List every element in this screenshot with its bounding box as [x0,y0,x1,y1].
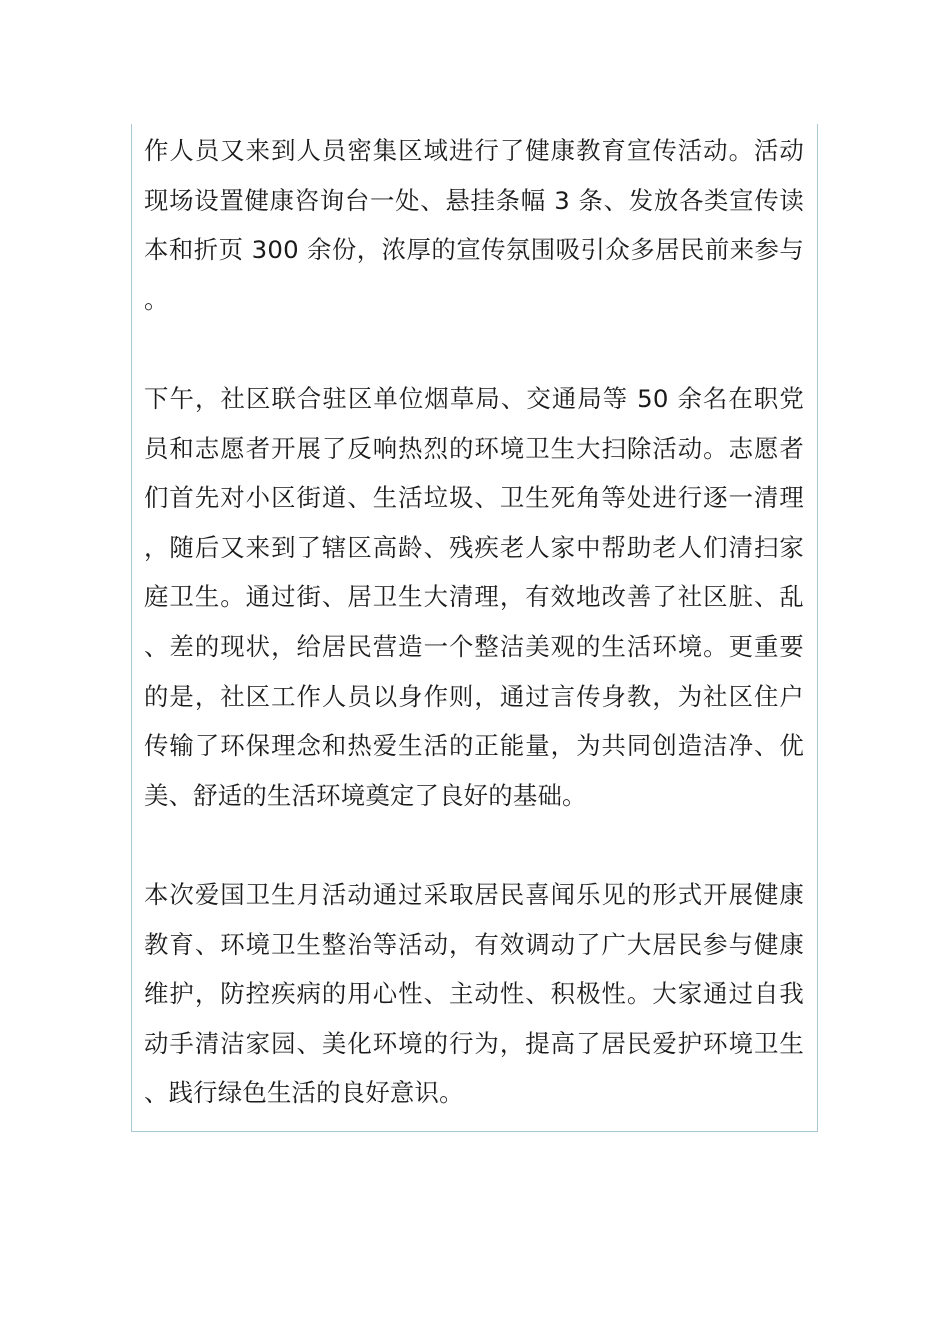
document-body [144,126,804,1118]
paragraph-health-education: 作人员又来到人员密集区域进行了健康教育宣传活动。活动现场设置健康咨询台一处、悬挂条幅 3 条、发放各类宣传读本和折页 300 余份，浓厚的宣传氛围吸引众多居民前来参与。 [144,136,804,314]
paragraph-summary: 本次爱国卫生月活动通过采取居民喜闻乐见的形式开展健康教育、环境卫生整治等活动，有效调动了广大居民参与健康维护，防控疾病的用心性、主动性、积极性。大家通过自我动手清洁家园、美化环境的行为，提高了居民爱护环境卫生、践行绿色生活的良好意识。 [144,879,804,1108]
paragraph-cleanup-activity: 下午，社区联合驻区单位烟草局、交通局等 50 余名在职党员和志愿者开展了反响热烈的环境卫生大扫除活动。志愿者们首先对小区街道、生活垃圾、卫生死角等处进行逐一清理，随后又来到了辖区高龄、残疾老人家中帮助老人们清扫家庭卫生。通过街、居卫生大清理，有效地改善了社区脏、乱、差的现状，给居民营造一个整洁美观的生活环境。更重要的是，社区工作人员以身作则，通过言传身教，为社区住户传输了环保理念和热爱生活的正能量，为共同创造洁净、优美、舒适的生活环境奠定了良好的基础。 [144,383,804,810]
